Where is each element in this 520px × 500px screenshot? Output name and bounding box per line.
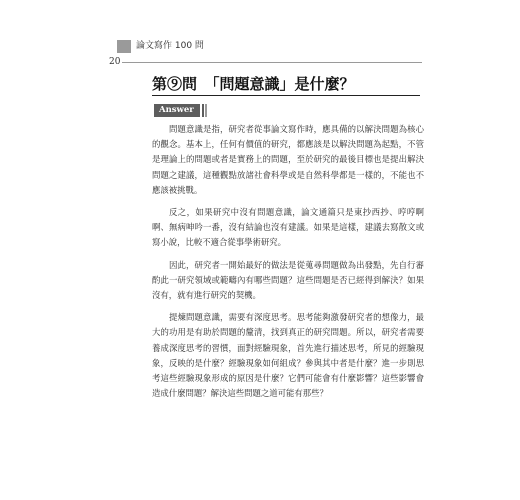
answer-badge-bar-light [205,104,207,117]
running-head-title: 論文寫作 100 問 [136,41,204,51]
answer-badge-bar [202,104,204,117]
paragraph-4: 提煉問題意識，需要有深度思考。思考能夠激發研究者的想像力，最大的功用是有助於問題的釐清，找到真正的研究問題。所以，研究者需要養成深度思考的習慣，面對經驗現象，首先進行描述思考，所見的經驗現象，反映的是什麼？經驗現象如何組成？參與其中者是什麼？進一步則思考這些經驗現象形成的原因是什麼？它們可能會有什麼影響？這些影響會造成什麼問題？解決這些問題之道可能有那些？ [152,312,424,399]
answer-body [152,122,424,408]
title-underline [152,95,420,96]
question-title: 第⑨問 「問題意識」是什麼？ [152,75,355,93]
answer-badge [154,104,207,117]
answer-label: Answer [154,104,200,117]
paragraph-1: 問題意識是指，研究者從事論文寫作時，應具備的以解決問題為核心的觀念。基本上，任何有價值的研究，都應該是以解決問題為起點，不管是理論上的問題或者是實務上的問題，至於研究的最後目標也是提出解決問題之建議，這種觀點放諸社會科學或是自然科學都是一樣的，不能也不應該被挑戰。 [152,124,424,195]
header-divider [122,62,422,63]
paragraph-3: 因此，研究者一開始最好的做法是從蒐尋問題做為出發點，先自行審酌此一研究領域或範疇內有哪些問題？這些問題是否已經得到解決？如果沒有，就有進行研究的契機。 [152,259,424,301]
page-number: 20 [109,57,121,67]
running-head-marker [117,40,131,53]
paragraph-2: 反之，如果研究中沒有問題意識，論文通篇只是東抄西抄、哼哼啊啊、無病呻吟一番，沒有結論也沒有建議。如果是這樣，建議去寫散文或寫小說，比較不適合從事學術研究。 [152,207,424,248]
